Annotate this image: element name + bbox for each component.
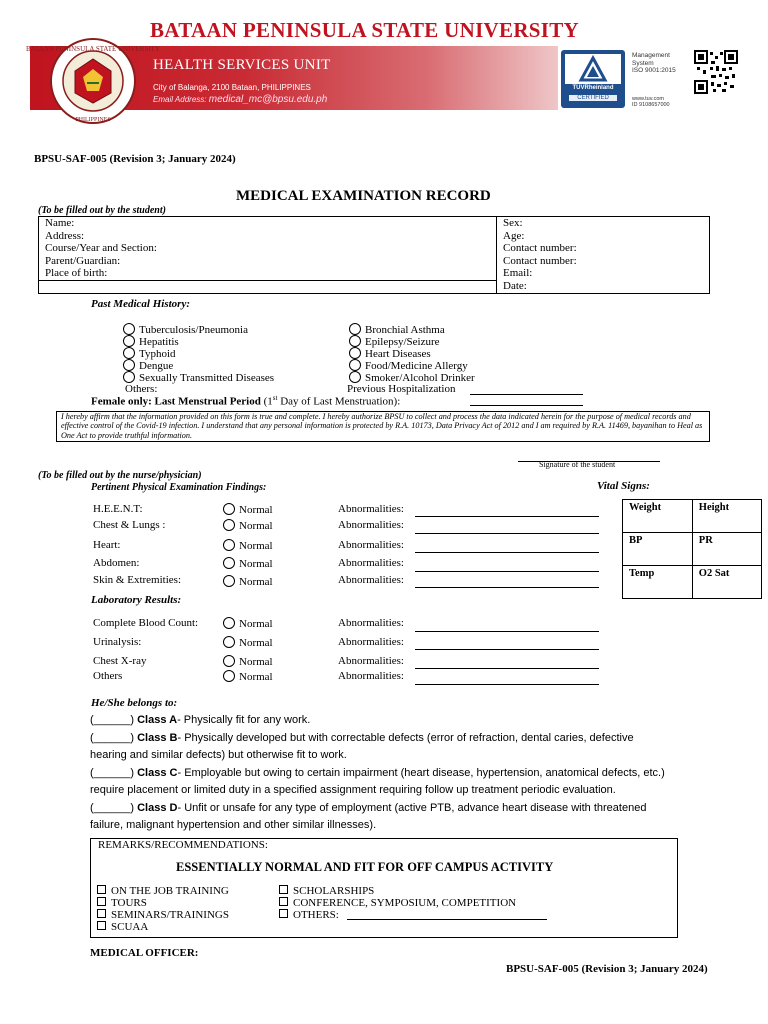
radio-circle-icon[interactable] bbox=[349, 347, 361, 359]
remark-option-scuaa[interactable] bbox=[97, 921, 148, 933]
signature-label: Signature of the student bbox=[539, 460, 616, 469]
pe-label-skin: Skin & Extremities: bbox=[93, 574, 181, 586]
option-label: Tuberculosis/Pneumonia bbox=[139, 324, 248, 336]
tuv-badge-certified: CERTIFIED bbox=[569, 95, 617, 101]
abnormalities-line[interactable] bbox=[415, 684, 599, 685]
class-b-text-cont: hearing and similar defects) but otherwise fit to work. bbox=[90, 749, 347, 761]
class-b-name: Class B bbox=[137, 732, 178, 744]
form-title: MEDICAL EXAMINATION RECORD bbox=[236, 188, 491, 204]
classes-title: He/She belongs to: bbox=[91, 697, 178, 709]
option-label: Typhoid bbox=[139, 348, 176, 360]
field-contact-2[interactable]: Contact number: bbox=[497, 255, 710, 268]
option-label: Smoker/Alcohol Drinker bbox=[365, 372, 475, 384]
pe-abn-chest: Abnormalities: bbox=[338, 519, 404, 531]
checkbox-icon[interactable] bbox=[97, 885, 106, 894]
checkbox-icon[interactable] bbox=[97, 897, 106, 906]
checkbox-icon[interactable] bbox=[97, 909, 106, 918]
class-b-text: - Physically developed but with correctable defects (error of refraction, dental caries, defective bbox=[177, 732, 634, 744]
lmp-paren: (1 bbox=[263, 395, 273, 408]
pe-normal-heart[interactable] bbox=[223, 539, 273, 552]
table-row bbox=[623, 533, 762, 566]
cert-line: ISO 9001:2015 bbox=[632, 67, 676, 74]
cert-info bbox=[632, 52, 676, 75]
lab-label-urinalysis: Urinalysis: bbox=[93, 636, 142, 648]
option-label: CONFERENCE, SYMPOSIUM, COMPETITION bbox=[293, 897, 517, 909]
lab-abn-cbc: Abnormalities: bbox=[338, 617, 404, 629]
radio-circle-icon[interactable] bbox=[123, 371, 135, 383]
pe-label-chest: Chest & Lungs : bbox=[93, 519, 166, 531]
radio-circle-icon[interactable] bbox=[223, 636, 235, 648]
radio-circle-icon[interactable] bbox=[123, 347, 135, 359]
option-label: Hepatitis bbox=[139, 336, 179, 348]
remark-option-conference[interactable] bbox=[279, 897, 516, 909]
checkbox-icon[interactable] bbox=[97, 921, 106, 930]
normal-label: Normal bbox=[239, 618, 273, 630]
normal-label: Normal bbox=[239, 540, 273, 552]
remark-option-others[interactable] bbox=[279, 909, 339, 921]
form-code-top: BPSU-SAF-005 (Revision 3; January 2024) bbox=[34, 153, 236, 165]
pe-normal-skin[interactable] bbox=[223, 575, 273, 588]
lab-normal-cbc[interactable] bbox=[223, 617, 273, 630]
tuv-badge-name: TÜVRheinland bbox=[572, 85, 614, 91]
pe-normal-chest[interactable] bbox=[223, 519, 273, 532]
affirmation-box bbox=[56, 411, 710, 442]
radio-circle-icon[interactable] bbox=[223, 670, 235, 682]
prev-hospitalization-label: Previous Hospitalization bbox=[347, 383, 456, 395]
option-label: ON THE JOB TRAINING bbox=[111, 885, 229, 897]
remark-others-line[interactable] bbox=[347, 919, 547, 920]
class-blank[interactable]: (______) bbox=[90, 767, 135, 779]
qr-code-icon bbox=[694, 50, 738, 94]
radio-circle-icon[interactable] bbox=[123, 323, 135, 335]
class-c-text-cont: require placement or limited duty in a specified assignment requiring follow up treatment periodic evaluation. bbox=[90, 784, 616, 796]
abnormalities-line[interactable] bbox=[415, 552, 599, 553]
option-label: Dengue bbox=[139, 360, 174, 372]
class-blank[interactable]: (______) bbox=[90, 714, 135, 726]
radio-circle-icon[interactable] bbox=[349, 359, 361, 371]
lab-normal-others[interactable] bbox=[223, 670, 273, 683]
table-row bbox=[39, 255, 710, 268]
physical-title: Pertinent Physical Examination Findings: bbox=[91, 482, 267, 493]
form-code-bottom: BPSU-SAF-005 (Revision 3; January 2024) bbox=[506, 963, 708, 975]
checkbox-icon[interactable] bbox=[279, 909, 288, 918]
table-row bbox=[39, 230, 710, 243]
option-label: TOURS bbox=[111, 897, 147, 909]
pe-abn-heent: Abnormalities: bbox=[338, 503, 404, 515]
student-note: (To be filled out by the student) bbox=[38, 205, 166, 216]
lmp-row bbox=[91, 394, 400, 408]
option-label: Food/Medicine Allergy bbox=[365, 360, 468, 372]
normal-label: Normal bbox=[239, 637, 273, 649]
field-birthplace[interactable]: Place of birth: bbox=[39, 267, 497, 280]
option-label: SEMINARS/TRAININGS bbox=[111, 909, 229, 921]
abnormalities-line[interactable] bbox=[415, 516, 599, 517]
lab-normal-xray[interactable] bbox=[223, 655, 273, 668]
cert-line: System bbox=[632, 59, 654, 67]
abnormalities-line[interactable] bbox=[415, 668, 599, 669]
class-d-text-cont: failure, malignant hypertension and other similar illnesses). bbox=[90, 819, 377, 831]
lab-title: Laboratory Results: bbox=[91, 594, 182, 606]
lab-label-others: Others bbox=[93, 670, 123, 682]
abnormalities-line[interactable] bbox=[415, 533, 599, 534]
remarks-title: REMARKS/RECOMMENDATIONS: bbox=[98, 839, 268, 851]
lab-label-cbc: Complete Blood Count: bbox=[93, 617, 199, 629]
radio-circle-icon[interactable] bbox=[123, 335, 135, 347]
field-name[interactable]: Name: bbox=[39, 217, 497, 230]
unit-name: HEALTH SERVICES UNIT bbox=[153, 57, 331, 73]
checkbox-icon[interactable] bbox=[279, 897, 288, 906]
unit-address: City of Balanga, 2100 Bataan, PHILIPPINES bbox=[153, 83, 311, 92]
pe-abn-skin: Abnormalities: bbox=[338, 574, 404, 586]
table-row bbox=[39, 242, 710, 255]
field-date[interactable]: Date: bbox=[497, 280, 710, 294]
lab-abn-xray: Abnormalities: bbox=[338, 655, 404, 667]
radio-circle-icon[interactable] bbox=[223, 575, 235, 587]
table-row bbox=[623, 500, 762, 533]
remark-option-tours[interactable] bbox=[97, 897, 147, 909]
lab-abn-urinalysis: Abnormalities: bbox=[338, 636, 404, 648]
vital-pr[interactable]: PR bbox=[692, 533, 761, 566]
cert-web-info bbox=[632, 96, 670, 108]
field-blank[interactable] bbox=[39, 280, 497, 294]
vitals-title: Vital Signs: bbox=[597, 480, 650, 492]
nurse-note: (To be filled out by the nurse/physician) bbox=[38, 470, 202, 481]
table-row bbox=[623, 566, 762, 599]
vital-height[interactable]: Height bbox=[692, 500, 761, 533]
checkbox-icon[interactable] bbox=[279, 885, 288, 894]
option-label: OTHERS: bbox=[293, 909, 339, 921]
option-label: SCUAA bbox=[111, 921, 149, 933]
class-a-text: - Physically fit for any work. bbox=[177, 714, 311, 726]
class-d-row bbox=[90, 802, 646, 814]
normal-label: Normal bbox=[239, 656, 273, 668]
option-label: Bronchial Asthma bbox=[365, 324, 445, 336]
abnormalities-line[interactable] bbox=[415, 587, 599, 588]
field-guardian[interactable]: Parent/Guardian: bbox=[39, 255, 497, 268]
radio-circle-icon[interactable] bbox=[223, 557, 235, 569]
radio-circle-icon[interactable] bbox=[223, 539, 235, 551]
remark-option-seminars[interactable] bbox=[97, 909, 229, 921]
remark-option-ojt[interactable] bbox=[97, 885, 229, 897]
lab-abn-others: Abnormalities: bbox=[338, 670, 404, 682]
medical-officer-label: MEDICAL OFFICER: bbox=[90, 947, 199, 959]
cert-id: ID 9108657000 bbox=[632, 102, 670, 108]
tuv-certified-badge bbox=[561, 50, 625, 108]
university-seal-logo bbox=[25, 37, 161, 125]
radio-circle-icon[interactable] bbox=[349, 335, 361, 347]
field-address[interactable]: Address: bbox=[39, 230, 497, 243]
field-contact-1[interactable]: Contact number: bbox=[497, 242, 710, 255]
radio-circle-icon[interactable] bbox=[123, 359, 135, 371]
field-sex[interactable]: Sex: bbox=[497, 217, 710, 230]
cert-url: www.tuv.com bbox=[632, 96, 664, 102]
normal-label: Normal bbox=[239, 558, 273, 570]
pe-label-heent: H.E.E.N.T: bbox=[93, 503, 143, 515]
abnormalities-line[interactable] bbox=[415, 649, 599, 650]
pe-label-abdomen: Abdomen: bbox=[93, 557, 140, 569]
radio-circle-icon[interactable] bbox=[349, 323, 361, 335]
lab-normal-urinalysis[interactable] bbox=[223, 636, 273, 649]
radio-circle-icon[interactable] bbox=[223, 503, 235, 515]
class-a-name: Class A bbox=[137, 714, 178, 726]
lmp-label: Female only: Last Menstrual Period bbox=[91, 395, 261, 408]
table-row bbox=[39, 267, 710, 280]
field-age[interactable]: Age: bbox=[497, 230, 710, 243]
vital-temp[interactable]: Temp bbox=[623, 566, 693, 599]
table-row bbox=[39, 217, 710, 230]
student-info-table bbox=[38, 216, 710, 294]
lab-label-xray: Chest X-ray bbox=[93, 655, 147, 667]
pe-normal-heent[interactable] bbox=[223, 503, 273, 516]
history-others-label: Others: bbox=[125, 383, 158, 395]
university-name: BATAAN PENINSULA STATE UNIVERSITY bbox=[150, 18, 580, 42]
remark-option-scholarships[interactable] bbox=[279, 885, 374, 897]
pe-abn-heart: Abnormalities: bbox=[338, 539, 404, 551]
prev-hospitalization-line[interactable] bbox=[470, 394, 583, 395]
radio-circle-icon[interactable] bbox=[223, 655, 235, 667]
class-c-row bbox=[90, 767, 665, 779]
vital-signs-table bbox=[622, 499, 762, 599]
class-d-name: Class D bbox=[137, 802, 178, 814]
pe-normal-abdomen[interactable] bbox=[223, 557, 273, 570]
option-label: Heart Diseases bbox=[365, 348, 431, 360]
normal-label: Normal bbox=[239, 504, 273, 516]
class-c-text: - Employable but owing to certain impairment (heart disease, hypertension, anatomical defects, etc.) bbox=[177, 767, 665, 779]
vital-bp[interactable]: BP bbox=[623, 533, 693, 566]
abnormalities-line[interactable] bbox=[415, 571, 599, 572]
radio-circle-icon[interactable] bbox=[223, 519, 235, 531]
option-label: Sexually Transmitted Diseases bbox=[139, 372, 275, 384]
pe-abn-abdomen: Abnormalities: bbox=[338, 557, 404, 569]
remarks-statement: ESSENTIALLY NORMAL AND FIT FOR OFF CAMPUS ACTIVITY bbox=[176, 860, 554, 874]
class-blank[interactable]: (______) bbox=[90, 802, 135, 814]
history-title: Past Medical History: bbox=[91, 298, 190, 310]
class-b-row bbox=[90, 732, 634, 744]
option-label: SCHOLARSHIPS bbox=[293, 885, 375, 897]
affirmation-text: I hereby affirm that the information provided on this form is true and complete. I hereby authorize BPSU to collect and process the data indicated herein for the purpose of medical records and effective control of the Covid-19 infection. I understand that any personal information is protected by R.A. 10173, Data Privacy Act of 2012 and I am required by R.A. 11469, bayanihan to Heal as One Act to provide truthful information. bbox=[61, 412, 703, 440]
normal-label: Normal bbox=[239, 520, 273, 532]
email-address: medical_mc@bpsu.edu.ph bbox=[208, 94, 328, 105]
radio-circle-icon[interactable] bbox=[223, 617, 235, 629]
email-label: Email Address: bbox=[153, 95, 207, 104]
class-blank[interactable]: (______) bbox=[90, 732, 135, 744]
vital-weight[interactable]: Weight bbox=[623, 500, 693, 533]
normal-label: Normal bbox=[239, 671, 273, 683]
option-label: Epilepsy/Seizure bbox=[365, 336, 440, 348]
class-d-text: - Unfit or unsafe for any type of employment (active PTB, advance heart disease with threatened bbox=[177, 802, 647, 814]
field-course[interactable]: Course/Year and Section: bbox=[39, 242, 497, 255]
lmp-sup: st bbox=[272, 394, 278, 402]
class-c-name: Class C bbox=[137, 767, 178, 779]
abnormalities-line[interactable] bbox=[415, 631, 599, 632]
radio-circle-icon[interactable] bbox=[349, 371, 361, 383]
pe-label-heart: Heart: bbox=[93, 539, 121, 551]
svg-text:BATAAN PENINSULA STATE UNIVERS: BATAAN PENINSULA STATE UNIVERSITY bbox=[25, 45, 161, 53]
svg-text:PHILIPPINES: PHILIPPINES bbox=[75, 117, 111, 123]
class-a-row bbox=[90, 714, 310, 726]
lmp-line[interactable] bbox=[470, 405, 583, 406]
lmp-rest: Day of Last Menstruation): bbox=[277, 395, 401, 408]
cert-line: Management bbox=[632, 52, 670, 59]
unit-email-line bbox=[153, 94, 327, 105]
normal-label: Normal bbox=[239, 576, 273, 588]
vital-o2sat[interactable]: O2 Sat bbox=[692, 566, 761, 599]
field-email[interactable]: Email: bbox=[497, 267, 710, 280]
table-row bbox=[39, 280, 710, 294]
